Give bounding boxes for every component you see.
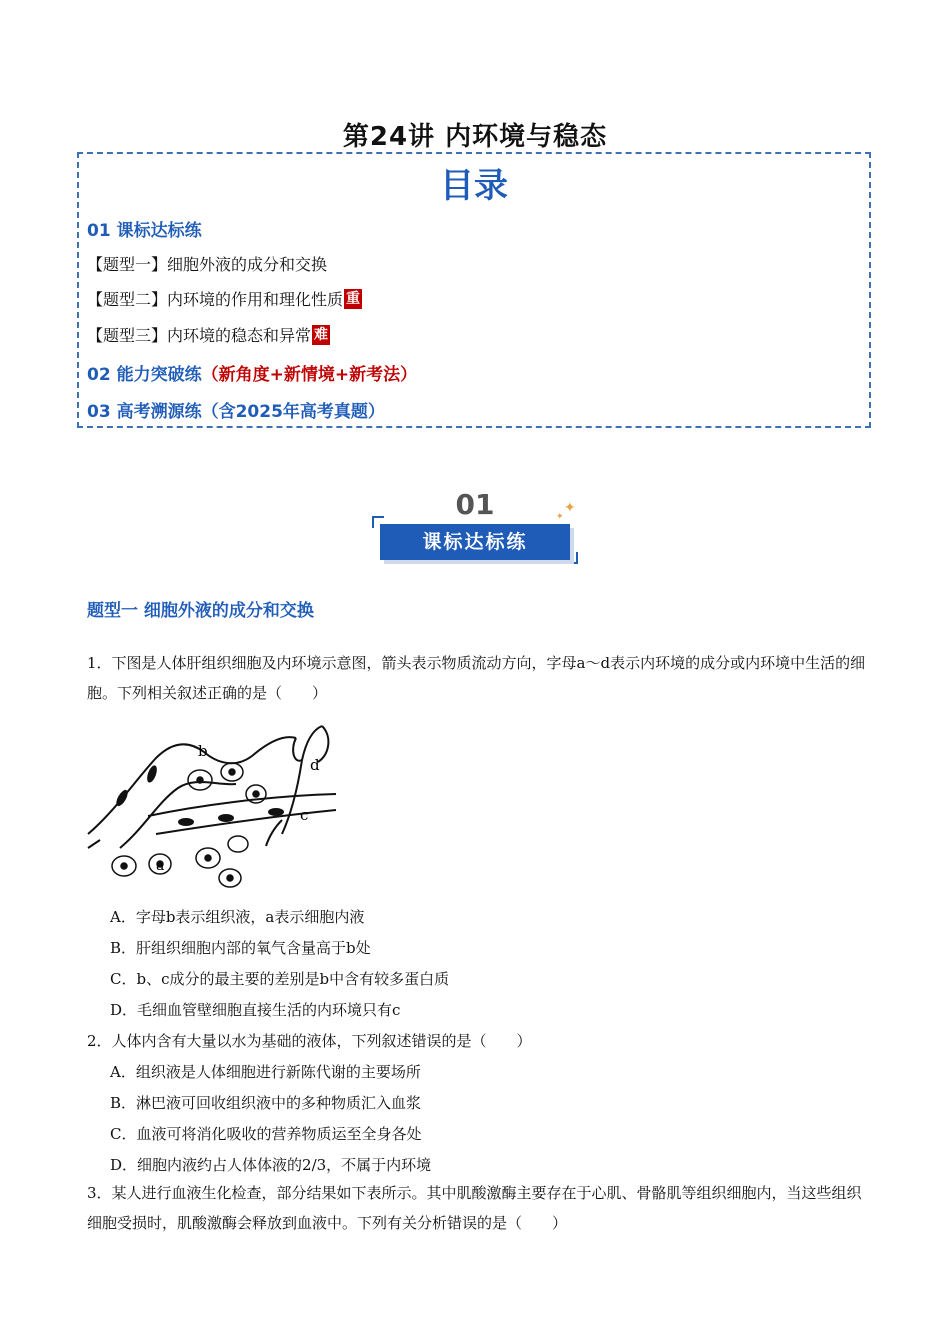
q2-option-b[interactable]: B．淋巴液可回收组织液中的多种物质汇入血浆 — [110, 1094, 422, 1112]
sparkle-small-icon: ✦ — [556, 512, 564, 522]
toc-item-1-label: 【题型一】细胞外液的成分和交换 — [87, 255, 328, 274]
key-point-badge: 重 — [346, 291, 361, 307]
toc-item-3[interactable] — [87, 323, 330, 346]
toc-heading: 目录 — [440, 166, 508, 206]
label-a: a — [156, 858, 165, 874]
q1-option-a[interactable]: A．字母b表示组织液，a表示细胞内液 — [110, 908, 365, 926]
question-3-stem: 3．某人进行血液生化检查，部分结果如下表所示。其中肌酸激酶主要存在于心肌、骨骼肌等组织细胞内，当这些组织细胞受损时，肌酸激酶会释放到血液中。下列有关分析错误的是（ ） — [87, 1184, 862, 1232]
toc-item-2[interactable] — [87, 287, 362, 310]
toc-section-3-extra: （含2025年高考真题） — [201, 402, 385, 422]
difficulty-badge: 难 — [314, 327, 329, 343]
q1-option-d[interactable]: D．毛细血管壁细胞直接生活的内环境只有c — [110, 1001, 401, 1019]
section-heading: 题型一 细胞外液的成分和交换 — [87, 601, 314, 621]
question-1-stem: 1．下图是人体肝组织细胞及内环境示意图，箭头表示物质流动方向，字母a～d表示内环境的成分或内环境中生活的细胞。下列相关叙述正确的是（ ） — [87, 654, 866, 702]
toc-section-2-extra: （新角度+新情境+新考法） — [201, 365, 418, 385]
toc-item-3-label: 【题型三】内环境的稳态和异常 — [87, 326, 312, 345]
label-d: d — [310, 756, 320, 774]
toc-item-2-label: 【题型二】内环境的作用和理化性质 — [87, 290, 344, 309]
label-c: c — [300, 806, 309, 824]
table-of-contents — [77, 152, 871, 428]
label-b: b — [198, 742, 208, 760]
liver-tissue-diagram — [86, 716, 342, 894]
question-2-stem: 2．人体内含有大量以水为基础的液体，下列叙述错误的是（ ） — [87, 1032, 532, 1050]
sparkle-icon: ✦ — [564, 500, 576, 516]
section-banner — [372, 488, 578, 566]
banner-number: 01 — [455, 488, 495, 521]
toc-item-1[interactable] — [87, 252, 327, 275]
banner-label: 课标达标练 — [422, 531, 528, 553]
toc-section-1[interactable]: 01 课标达标练 — [87, 221, 202, 241]
q1-option-b[interactable]: B．肝组织细胞内部的氧气含量高于b处 — [110, 939, 371, 957]
toc-section-3[interactable] — [87, 397, 385, 422]
toc-section-3-label: 03 高考溯源练 — [87, 402, 202, 422]
q2-option-a[interactable]: A．组织液是人体细胞进行新陈代谢的主要场所 — [110, 1063, 421, 1081]
q2-option-c[interactable]: C．血液可将消化吸收的营养物质运至全身各处 — [110, 1125, 422, 1143]
toc-section-2[interactable] — [87, 360, 417, 385]
page-title: 第24讲 内环境与稳态 — [342, 122, 608, 152]
q1-option-c[interactable]: C．b、c成分的最主要的差别是b中含有较多蛋白质 — [110, 970, 450, 988]
toc-section-2-label: 02 能力突破练 — [87, 365, 202, 385]
q2-option-d[interactable]: D．细胞内液约占人体体液的2/3，不属于内环境 — [110, 1156, 432, 1174]
banner-bar — [380, 524, 570, 560]
